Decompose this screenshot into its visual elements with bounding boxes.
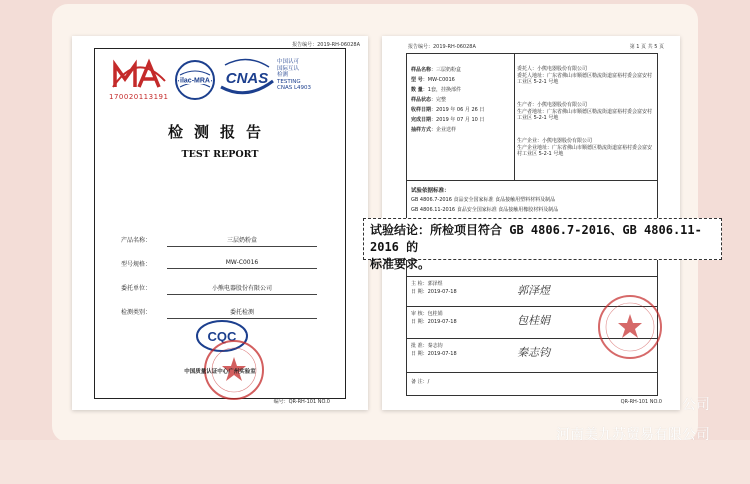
factory-info: 生产企业：小熊电器股份有限公司 生产企业地址：广东省佛山市顺德区勒流街道富裕村委会富安村工业区 5-2-1 号地 (517, 138, 653, 158)
watermark-line-2: 河南美九苏贸易有限公司 (556, 427, 710, 443)
report-number: 报告编号：2019-RH-06028A (292, 42, 360, 48)
field-label: 产品名称： (121, 237, 152, 244)
table-rule (407, 180, 657, 181)
standards-title: 试验依据标准： (411, 188, 450, 194)
report-title-cn: 检测报告 (167, 123, 272, 141)
cnas-logo-icon (219, 57, 275, 101)
field-label: 型号规格： (121, 261, 152, 268)
svg-text:CNAS: CNAS (225, 70, 269, 87)
sample-model: 型 号：MW-C0016 (411, 77, 455, 83)
field-value: 委托检测 (167, 307, 317, 319)
watermark-line-1: 公司 (682, 397, 710, 413)
inspector-signature: 郭泽煜 (517, 284, 550, 297)
report-number: 报告编号：2019-RH-06028A (408, 44, 476, 50)
complete-date: 完成日期：2019 年 07 月 10 日 (411, 117, 485, 123)
approver-signature: 秦志钧 (517, 346, 550, 359)
table-divider (514, 54, 515, 180)
reviewer-signature: 包桂娟 (517, 314, 550, 327)
table-rule (407, 372, 657, 373)
client-row (121, 283, 321, 295)
signature-inspector: 主 检：郭泽煜 日 期：2019-07-18 (411, 281, 457, 295)
background-bottom (0, 440, 750, 484)
test-category-row (121, 307, 321, 319)
field-value: 小熊电器股份有限公司 (167, 283, 317, 295)
conclusion-line-1: 试验结论：所检项目符合 GB 4806.7-2016、GB 4806.11-2016 的 (370, 223, 702, 254)
test-report-cover (72, 36, 368, 410)
ilac-mra-logo-icon (174, 59, 216, 101)
red-seal-stamp-icon (597, 294, 663, 360)
field-label: 检测类别： (121, 309, 152, 316)
detail-footer: QR-RH-101 NO.0 (620, 399, 662, 405)
svg-text:ilac-MRA: ilac-MRA (180, 77, 210, 85)
conclusion-callout (363, 218, 722, 271)
cover-frame (94, 48, 346, 399)
standard-line: GB 4806.7-2016 食品安全国家标准 食品接触用塑料材料及制品 (411, 197, 556, 203)
receive-date: 收样日期：2019 年 06 月 26 日 (411, 107, 485, 113)
field-value: MW-C0016 (167, 259, 317, 269)
standard-line: GB 4806.11-2016 食品安全国家标准 食品接触用橡胶材料及制品 (411, 207, 559, 213)
field-label: 委托单位： (121, 285, 152, 292)
signature-reviewer: 审 核：包桂娟 日 期：2019-07-18 (411, 311, 457, 325)
cover-footer: 编号：QR-RH-101 NO.0 (273, 399, 330, 405)
cma-number: 170020113191 (109, 93, 169, 101)
producer-info: 生产者：小熊电器股份有限公司 生产者地址：广东省佛山市顺德区勒流街道富裕村委会富安村工业区 5-2-1 号地 (517, 102, 653, 122)
signature-approver: 批 准：秦志钧 日 期：2019-07-18 (411, 343, 457, 357)
lab-name: 中国质量认证中心广州实验室 (184, 369, 256, 375)
product-name-row (121, 235, 321, 247)
client-info: 委托人：小熊电器股份有限公司 委托人地址：广东省佛山市顺德区勒流街道富裕村委会富安村工业区 5-2-1 号地 (517, 66, 653, 86)
model-row (121, 259, 321, 271)
conclusion-line-2: 标准要求。 (370, 257, 431, 271)
sampling-method: 抽样方式：企业送样 (411, 127, 457, 133)
cnas-text: 中国认可 国际互认 检测 TESTING CNAS L4903 (277, 59, 312, 92)
remark: 备 注：/ (411, 379, 430, 385)
sample-quantity: 数 量：1套，挂换部件 (411, 87, 461, 93)
sample-state: 样品状态：完整 (411, 97, 447, 103)
report-title-en: TEST REPORT (181, 149, 259, 160)
cqc-label: CQC (207, 329, 237, 344)
table-rule (407, 276, 657, 277)
sample-name: 样品名称：三层奶粉盒 (411, 67, 462, 73)
page-info: 第 1 页 共 5 页 (629, 44, 664, 50)
field-value: 三层奶粉盒 (167, 235, 317, 247)
accreditation-logos (109, 57, 335, 105)
